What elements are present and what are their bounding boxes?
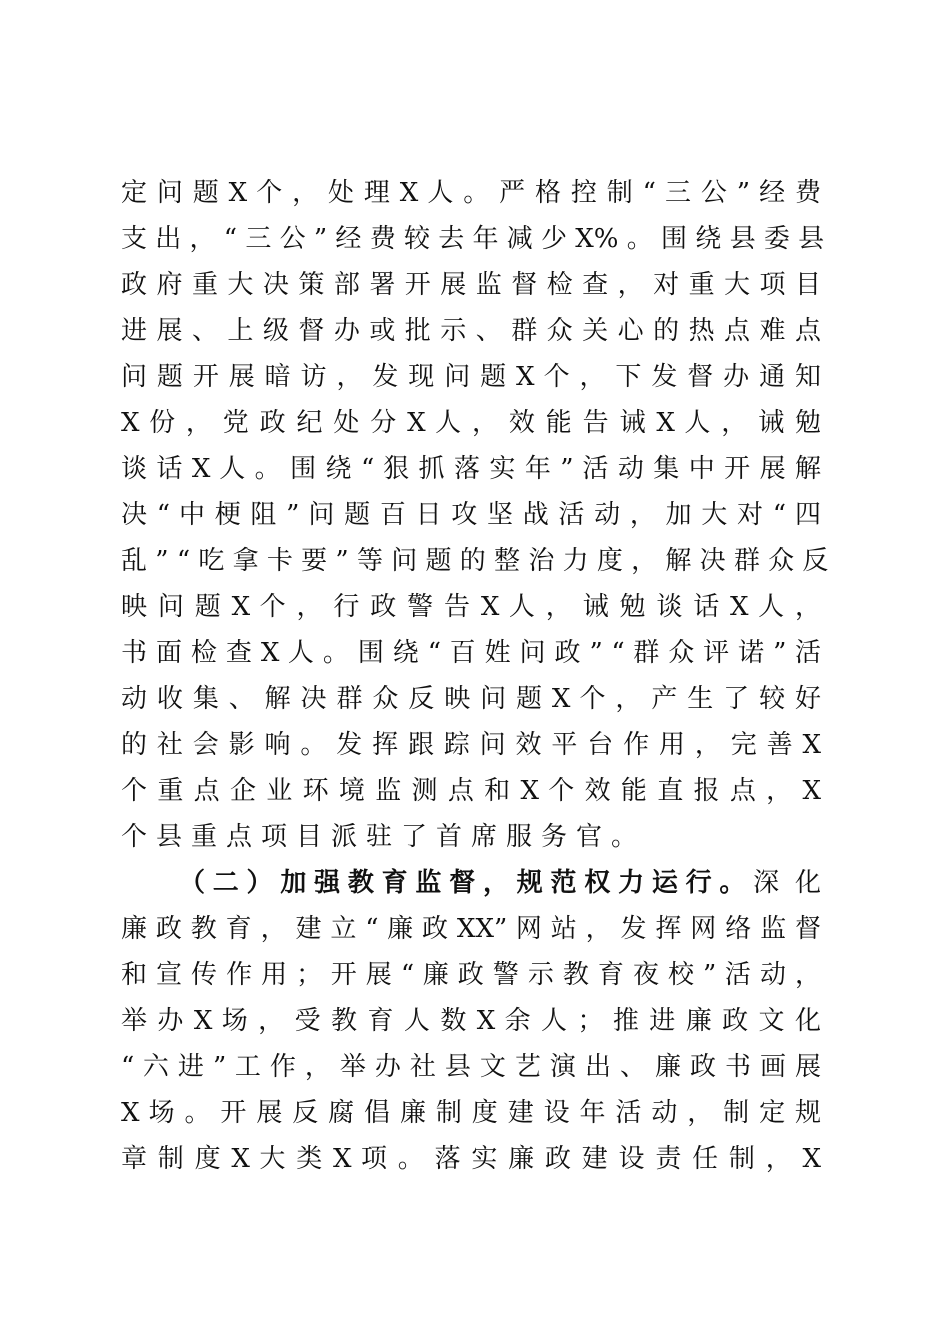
section-2-line: “ 六 进 ” 工 作 ， 举 办 社 县 文 艺 演 出 、 廉 政 书 画 展 [121, 1052, 821, 1082]
paragraph-1-line: 政 府 重 大 决 策 部 署 开 展 监 督 检 查 ， 对 重 大 项 目 [121, 270, 821, 300]
section-2-line: 章 制 度 X 大 类 X 项 。 落 实 廉 政 建 设 责 任 制 ， X [121, 1144, 821, 1174]
section-2-heading-line [121, 860, 821, 906]
section-2-line: 廉 政 教 育 ， 建 立 “ 廉 政 XX” 网 站 ， 发 挥 网 络 监 督 [121, 914, 821, 944]
section-2-line: 举 办 X 场 ， 受 教 育 人 数 X 余 人 ； 推 进 廉 政 文 化 [121, 1006, 821, 1036]
section-2-heading: （二）加强教育监督，规范权力运行。 [179, 868, 754, 898]
section-2-paragraph [121, 906, 821, 1182]
section-2-line: 和 宣 传 作 用 ； 开 展 “ 廉 政 警 示 教 育 夜 校 ” 活 动 ， [121, 960, 821, 990]
document-body [121, 170, 829, 1182]
paragraph-1-line: 决 “ 中 梗 阻 ” 问 题 百 日 攻 坚 战 活 动 ， 加 大 对 “ 四 [121, 500, 821, 530]
paragraph-1-line: 映 问 题 X 个 ， 行 政 警 告 X 人 ， 诫 勉 谈 话 X 人 ， [121, 592, 821, 622]
paragraph-1-line: 动 收 集 、 解 决 群 众 反 映 问 题 X 个 ， 产 生 了 较 好 [121, 684, 821, 714]
paragraph-1-line: 乱 ” “ 吃 拿 卡 要 ” 等 问 题 的 整 治 力 度 ， 解 决 群 众 反 [121, 546, 829, 576]
paragraph-1-line: 谈 话 X 人 。 围 绕 “ 狠 抓 落 实 年 ” 活 动 集 中 开 展 解 [121, 454, 821, 484]
paragraph-1-line: 的 社 会 影 响 。 发 挥 跟 踪 问 效 平 台 作 用 ， 完 善 X [121, 730, 821, 760]
paragraph-1-line: 个 重 点 企 业 环 境 监 测 点 和 X 个 效 能 直 报 点 ， X [121, 776, 821, 806]
paragraph-1-line: 问 题 开 展 暗 访 ， 发 现 问 题 X 个 ， 下 发 督 办 通 知 [121, 362, 821, 392]
paragraph-1-line: 进 展 、 上 级 督 办 或 批 示 、 群 众 关 心 的 热 点 难 点 [121, 316, 821, 346]
paragraph-1-line: 定 问 题 X 个 ， 处 理 X 人 。 严 格 控 制 “ 三 公 ” 经 费 [121, 178, 821, 208]
section-2-heading-continuation: 深 化 [753, 868, 821, 898]
paragraph-1-line: X 份 ， 党 政 纪 处 分 X 人 ， 效 能 告 诫 X 人 ， 诫 勉 [121, 408, 821, 438]
paragraph-1-last-line: 个县重点项目派驻了首席服务官。 [121, 822, 647, 852]
paragraph-1-line: 书 面 检 查 X 人 。 围 绕 “ 百 姓 问 政 ” “ 群 众 评 诺 ” 活 [121, 638, 821, 668]
paragraph-1 [121, 170, 829, 814]
section-2-line: X 场 。 开 展 反 腐 倡 廉 制 度 建 设 年 活 动 ， 制 定 规 [121, 1098, 821, 1128]
paragraph-1-line: 支 出 ， “ 三 公 ” 经 费 较 去 年 减 少 X% 。 围 绕 县 委 县 [121, 224, 825, 254]
